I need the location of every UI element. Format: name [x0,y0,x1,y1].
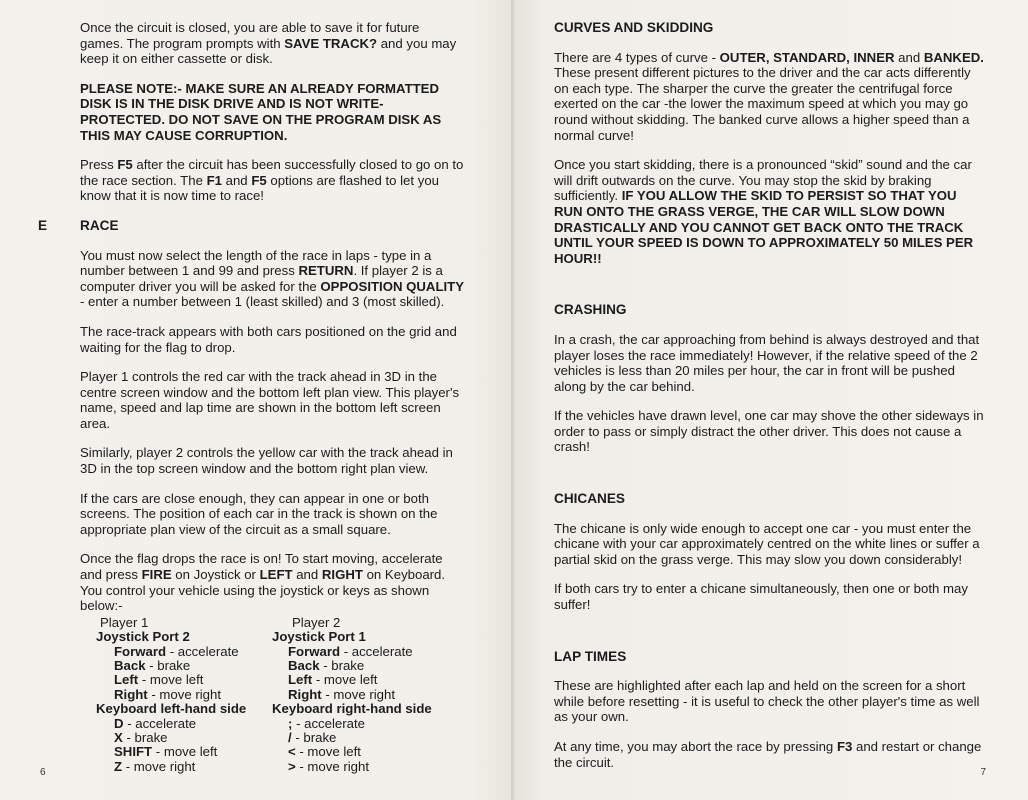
lap-times-heading: LAP TIMES [554,648,627,664]
chicanes-heading: CHICANES [554,491,625,507]
keyboard-heading: Keyboard right-hand side [272,701,432,717]
player2-controls [272,616,464,774]
disk-warning-note: PLEASE NOTE:- MAKE SURE AN ALREADY FORMATTED DISK IS IN THE DISK DRIVE AND IS NOT WRITE-PROTECTED. DO NOT SAVE ON THE PROGRAM DISK AS THIS MAY CAUSE CORRUPTION. [80,80,442,143]
joystick-heading: Joystick Port 2 [96,629,190,645]
control-item: / - brake [288,730,337,746]
grid-paragraph: The race-track appears with both cars positioned on the grid and waiting for the flag to drop. [80,323,457,355]
right-column [554,20,984,784]
player-label: Player 2 [292,614,341,630]
player-label: Player 1 [100,614,149,630]
control-item: < - move left [288,744,361,760]
save-track-paragraph: Once the circuit is closed, you are able to save it for future games. The program prompts with SAVE TRACK? and you may keep it on either cassette or disk. [80,20,457,67]
control-item: Back - brake [288,658,365,674]
crashing-heading: CRASHING [554,302,627,318]
player1-controls [80,616,272,774]
control-item: SHIFT - move left [114,744,218,760]
control-item: D - accelerate [114,715,197,731]
control-item: > - move right [288,758,369,774]
left-column [38,20,465,774]
control-item: Left - move left [114,672,204,688]
abort-paragraph: At any time, you may abort the race by pressing F3 and restart or change the circuit. [554,739,982,770]
flag-drops-paragraph: Once the flag drops the race is on! To start moving, accelerate and press FIRE on Joystick or LEFT and RIGHT on Keyboard. You control your vehicle using the joystick or keys as shown below:- [80,551,446,614]
control-item: Back - brake [114,658,191,674]
race-heading: RACE [80,217,119,233]
section-marker: E [38,217,48,233]
lap-times-paragraph: These are highlighted after each lap and held on the screen for a short while before resetting - it is useful to check the other player's time as well as your own. [554,678,980,725]
control-item: Right - move right [288,686,395,702]
controls-table [80,616,465,774]
race-length-paragraph: You must now select the length of the race in laps - type in a number between 1 and 99 and press RETURN. If player 2 is a computer driver you will be asked for the OPPOSITION QUALITY - enter a number between 1 (least skilled) and 3 (most skilled). [80,247,465,310]
page-number: 6 [40,767,46,778]
control-item: X - brake [114,730,168,746]
right-page [514,0,1028,800]
keyboard-heading: Keyboard left-hand side [96,701,247,717]
control-item: Forward - accelerate [288,643,413,659]
curve-types-paragraph: There are 4 types of curve - OUTER, STANDARD, INNER and BANKED. These present different pictures to the driver and the car acts differently on each type. The sharper the curve the greater the centrifugal force exerted on the car -the lower the maximum speed at which you may go round without skidding. The banked curve allows a higher speed than a normal curve! [554,49,984,143]
control-item: Left - move left [288,672,378,688]
chicane-paragraph: The chicane is only wide enough to accept one car - you must enter the chicane with your car approximately centred on the white lines or suffer a partial skid on the grass verge. This may slow you down considerably! [554,520,980,567]
close-cars-paragraph: If the cars are close enough, they can appear in one or both screens. The position of each car in the track is shown on the appropriate plan view of the circuit as a small square. [80,490,438,537]
crash-paragraph: In a crash, the car approaching from behind is always destroyed and that player loses the race immediately! However, if the relative speed of the 2 vehicles is less than 20 miles per hour, the car in front will be pushed along by the car behind. [554,331,980,394]
joystick-heading: Joystick Port 1 [272,629,366,645]
drawn-level-paragraph: If the vehicles have drawn level, one car may shove the other sideways in order to pass or simply distract the other driver. This does not cause a crash! [554,408,984,455]
race-section [38,217,465,234]
page-number: 7 [980,767,986,778]
player2-paragraph: Similarly, player 2 controls the yellow car with the track ahead in 3D in the top screen window and the bottom right plan view. [80,445,453,477]
press-f5-paragraph: Press F5 after the circuit has been successfully closed to go on to the race section. The F1 and F5 options are flashed to let you know that it is now time to race! [80,157,464,204]
control-item: Z - move right [114,758,196,774]
player1-paragraph: Player 1 controls the red car with the track ahead in 3D in the centre screen window and the bottom left plan view. This player's name, speed and lap time are shown in the bottom left screen area. [80,369,460,431]
control-item: ; - accelerate [288,715,365,731]
control-item: Right - move right [114,686,221,702]
both-cars-paragraph: If both cars try to enter a chicane simultaneously, then one or both may suffer! [554,581,968,613]
control-item: Forward - accelerate [114,643,239,659]
curves-heading: CURVES AND SKIDDING [554,20,714,35]
skidding-paragraph: Once you start skidding, there is a pronounced “skid” sound and the car will drift outwards on the curve. You may stop the skid by braking sufficiently. IF YOU ALLOW THE SKID TO PERSIST SO THAT YOU RUN ONTO THE GRASS VERGE, THE CAR WILL SLOW DOWN DRASTICALLY AND YOU CANNOT GET BACK ONTO THE TRACK UNTIL YOUR SPEED IS DOWN TO APPROXIMATELY 50 MILES PER HOUR!! [554,157,974,266]
